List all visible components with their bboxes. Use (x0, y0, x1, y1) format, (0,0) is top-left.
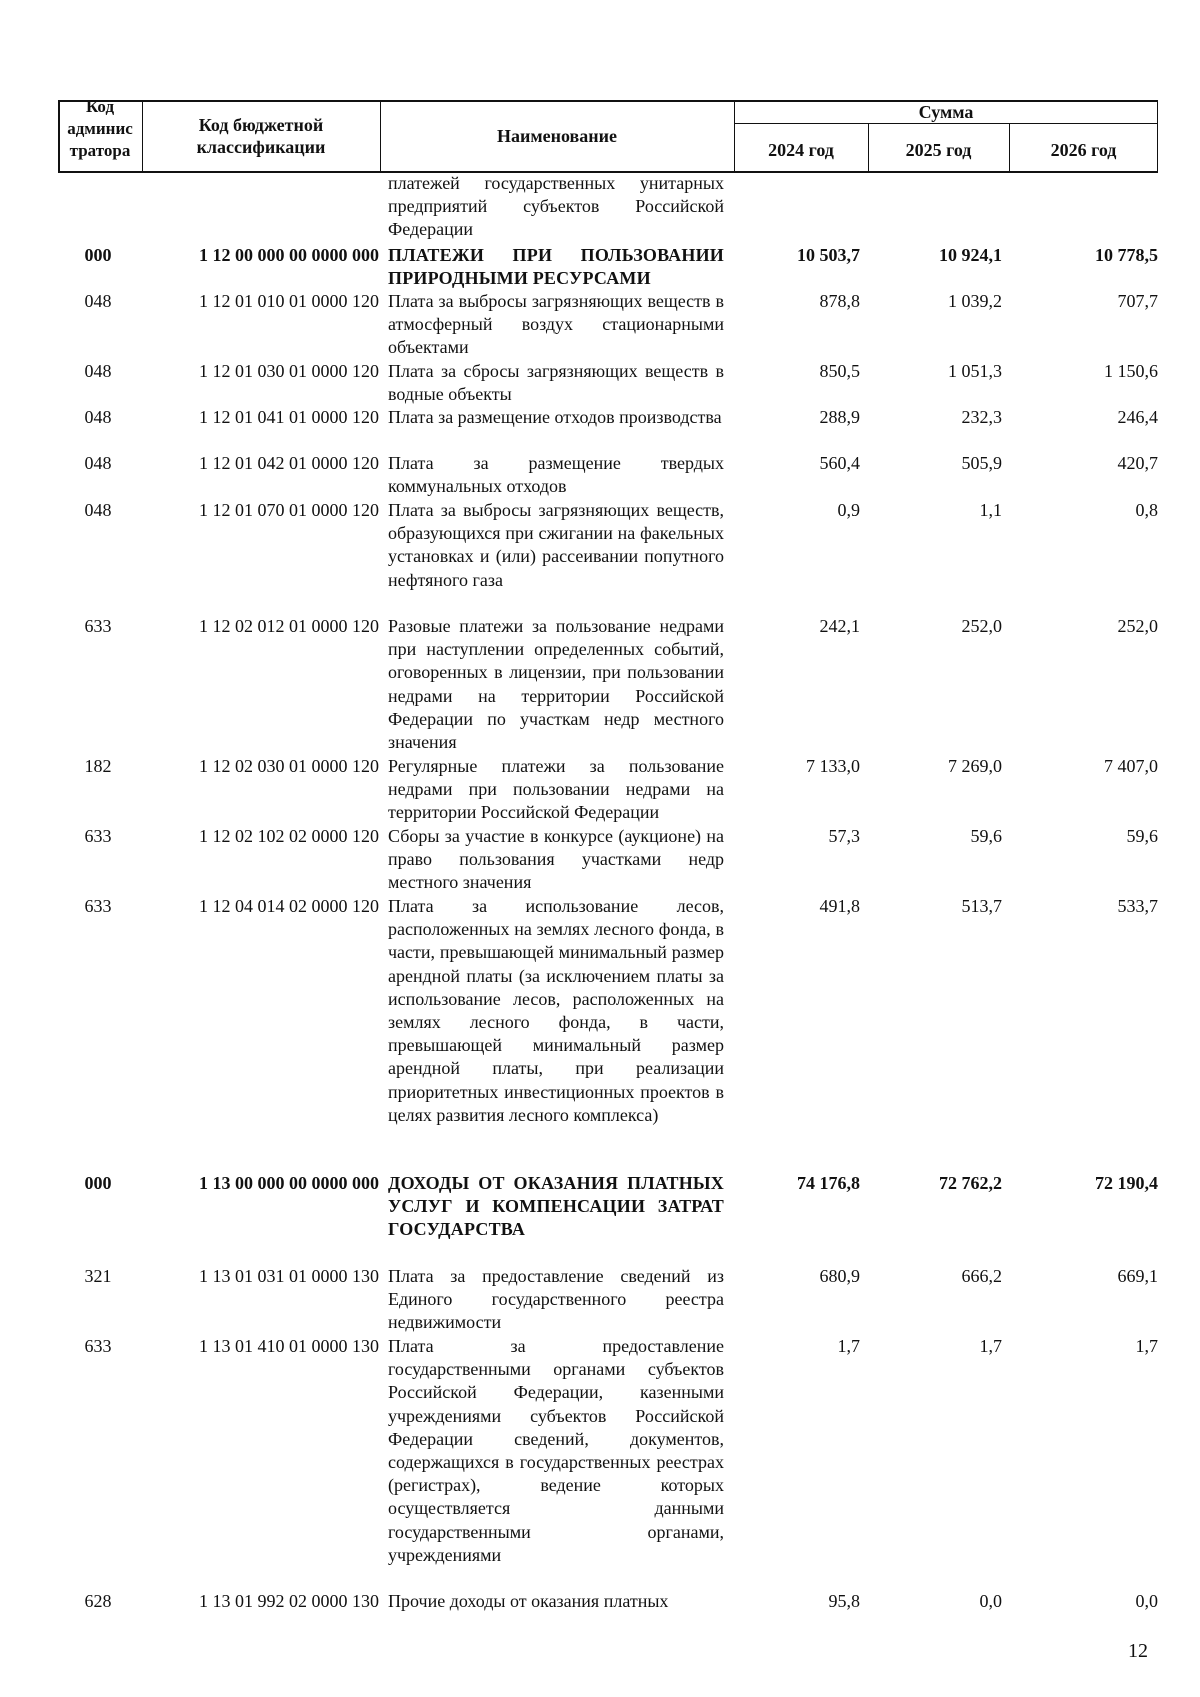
row-budget-code: 1 12 02 030 01 0000 120 (199, 756, 379, 776)
header-code (142, 114, 380, 158)
row-budget-code: 1 12 04 014 02 0000 120 (199, 896, 379, 916)
row-value-2024: 7 133,0 (806, 756, 860, 776)
header-year-2026: 2026 год (1050, 140, 1117, 160)
row-budget-code: 1 12 01 010 01 0000 120 (199, 291, 379, 311)
row-admin-code: 048 (84, 453, 112, 473)
row-value-2026: 669,1 (1117, 1266, 1158, 1286)
row-name: ДОХОДЫ ОТ ОКАЗАНИЯ ПЛАТНЫХ УСЛУГ И КОМПЕНСАЦИИ ЗАТРАТ ГОСУДАРСТВА (388, 1173, 724, 1240)
header-year-2024: 2024 год (768, 140, 834, 160)
row-name: платежей государственных унитарных предприятий субъектов Российской Федерации (388, 173, 724, 240)
row-name: Сборы за участие в конкурсе (аукционе) на право пользования участками недр местного значения (388, 826, 724, 893)
row-value-2026: 10 778,5 (1095, 245, 1158, 265)
row-name: Плата за использование лесов, расположенных на землях лесного фонда, в части, превышающей минимальный размер арендной платы (за исключением платы за использование лесов, расположенных на землях лесного фонда, в части, превышающей минимальный размер арендной платы, при реализации приоритетных инвестиционных проектов в целях развития лесного комплекса) (388, 896, 724, 1125)
row-value-2025: 1 051,3 (948, 361, 1002, 381)
row-name: ПЛАТЕЖИ ПРИ ПОЛЬЗОВАНИИ ПРИРОДНЫМИ РЕСУРСАМИ (388, 245, 724, 289)
row-admin-code: 628 (84, 1591, 112, 1611)
row-value-2026: 707,7 (1117, 291, 1158, 311)
row-value-2024: 57,3 (828, 826, 860, 846)
row-name: Регулярные платежи за пользование недрами при пользовании недрами на территории Российской Федерации (388, 756, 724, 823)
row-value-2025: 252,0 (961, 616, 1002, 636)
row-name: Плата за сбросы загрязняющих веществ в водные объекты (388, 361, 724, 405)
row-value-2025: 513,7 (961, 896, 1002, 916)
row-value-2026: 59,6 (1126, 826, 1158, 846)
row-budget-code: 1 12 01 042 01 0000 120 (199, 453, 379, 473)
row-value-2025: 505,9 (961, 453, 1002, 473)
row-admin-code: 000 (84, 245, 112, 265)
row-budget-code: 1 13 01 031 01 0000 130 (199, 1266, 379, 1286)
header-code-line-1: Код бюджетной (198, 115, 324, 135)
row-value-2025: 59,6 (970, 826, 1002, 846)
row-admin-code: 321 (84, 1266, 112, 1286)
row-name: Плата за выбросы загрязняющих веществ, образующихся при сжигании на факельных установках и (или) рассеивании попутного нефтяного газа (388, 500, 724, 590)
row-admin-code: 633 (84, 896, 112, 916)
row-value-2024: 95,8 (828, 1591, 860, 1611)
row-admin-code: 633 (84, 826, 112, 846)
row-name: Плата за выбросы загрязняющих веществ в атмосферный воздух стационарными объектами (388, 291, 724, 358)
row-value-2024: 242,1 (819, 616, 860, 636)
row-value-2025: 666,2 (961, 1266, 1002, 1286)
row-admin-code: 048 (84, 361, 112, 381)
row-admin-code: 048 (84, 407, 112, 427)
row-value-2026: 246,4 (1117, 407, 1158, 427)
header-admin (58, 96, 142, 162)
row-admin-code: 633 (84, 616, 112, 636)
row-value-2024: 74 176,8 (797, 1173, 860, 1193)
row-value-2025: 1,7 (979, 1336, 1002, 1356)
row-name: Плата за размещение твердых коммунальных отходов (388, 453, 724, 497)
row-value-2026: 1,7 (1135, 1336, 1158, 1356)
row-admin-code: 000 (84, 1173, 112, 1193)
row-admin-code: 048 (84, 291, 112, 311)
header-sum: Сумма (918, 102, 974, 122)
header-code-line-2: классификации (196, 137, 326, 157)
table-header (58, 97, 1158, 172)
row-admin-code: 182 (84, 756, 112, 776)
row-value-2025: 232,3 (961, 407, 1002, 427)
row-admin-code: 048 (84, 500, 112, 520)
header-admin-line-3: тратора (69, 141, 131, 160)
row-value-2024: 680,9 (819, 1266, 860, 1286)
row-value-2025: 72 762,2 (939, 1173, 1002, 1193)
row-value-2024: 288,9 (819, 407, 860, 427)
row-value-2024: 491,8 (819, 896, 860, 916)
row-value-2024: 850,5 (819, 361, 860, 381)
header-year-2025: 2025 год (905, 140, 972, 160)
row-value-2025: 1 039,2 (948, 291, 1002, 311)
row-name: Плата за предоставление государственными органами субъектов Российской Федерации, казенными учреждениями субъектов Российской Федерации сведений, документов, содержащихся в государственных реестрах (регистрах), ведение которых осуществляется данными государственными органами, учреждениями (388, 1336, 724, 1565)
row-value-2026: 0,8 (1135, 500, 1158, 520)
row-budget-code: 1 12 02 102 02 0000 120 (199, 826, 379, 846)
row-value-2026: 420,7 (1117, 453, 1158, 473)
row-name: Плата за предоставление сведений из Единого государственного реестра недвижимости (388, 1266, 724, 1333)
row-value-2025: 7 269,0 (948, 756, 1002, 776)
row-budget-code: 1 13 01 410 01 0000 130 (199, 1336, 379, 1356)
row-budget-code: 1 12 00 000 00 0000 000 (199, 245, 379, 265)
header-name: Наименование (497, 126, 617, 146)
row-budget-code: 1 12 01 041 01 0000 120 (199, 407, 379, 427)
row-value-2024: 878,8 (819, 291, 860, 311)
row-value-2026: 72 190,4 (1095, 1173, 1158, 1193)
row-value-2025: 0,0 (979, 1591, 1002, 1611)
row-name: Прочие доходы от оказания платных (388, 1591, 669, 1611)
row-value-2026: 252,0 (1117, 616, 1158, 636)
row-value-2026: 7 407,0 (1104, 756, 1158, 776)
row-budget-code: 1 13 01 992 02 0000 130 (199, 1591, 379, 1611)
row-budget-code: 1 12 02 012 01 0000 120 (199, 616, 379, 636)
row-value-2024: 0,9 (837, 500, 860, 520)
row-value-2025: 10 924,1 (939, 245, 1002, 265)
row-value-2024: 560,4 (819, 453, 860, 473)
row-value-2026: 533,7 (1117, 896, 1158, 916)
header-admin-line-1: Код (85, 97, 115, 116)
row-value-2024: 1,7 (837, 1336, 860, 1356)
row-budget-code: 1 12 01 030 01 0000 120 (199, 361, 379, 381)
header-sum-divider (734, 123, 1158, 124)
row-name: Плата за размещение отходов производства (388, 407, 722, 427)
row-budget-code: 1 12 01 070 01 0000 120 (199, 500, 379, 520)
page-number: 12 (1128, 1640, 1148, 1662)
row-budget-code: 1 13 00 000 00 0000 000 (199, 1173, 379, 1193)
row-value-2026: 0,0 (1135, 1591, 1158, 1611)
row-admin-code: 633 (84, 1336, 112, 1356)
row-value-2024: 10 503,7 (797, 245, 860, 265)
row-value-2026: 1 150,6 (1104, 361, 1158, 381)
row-value-2025: 1,1 (979, 500, 1002, 520)
row-name: Разовые платежи за пользование недрами при наступлении определенных событий, оговоренных в лицензии, при пользовании недрами на территории Российской Федерации по участкам недр местного значения (388, 616, 724, 753)
header-admin-line-2: админис (67, 119, 133, 138)
